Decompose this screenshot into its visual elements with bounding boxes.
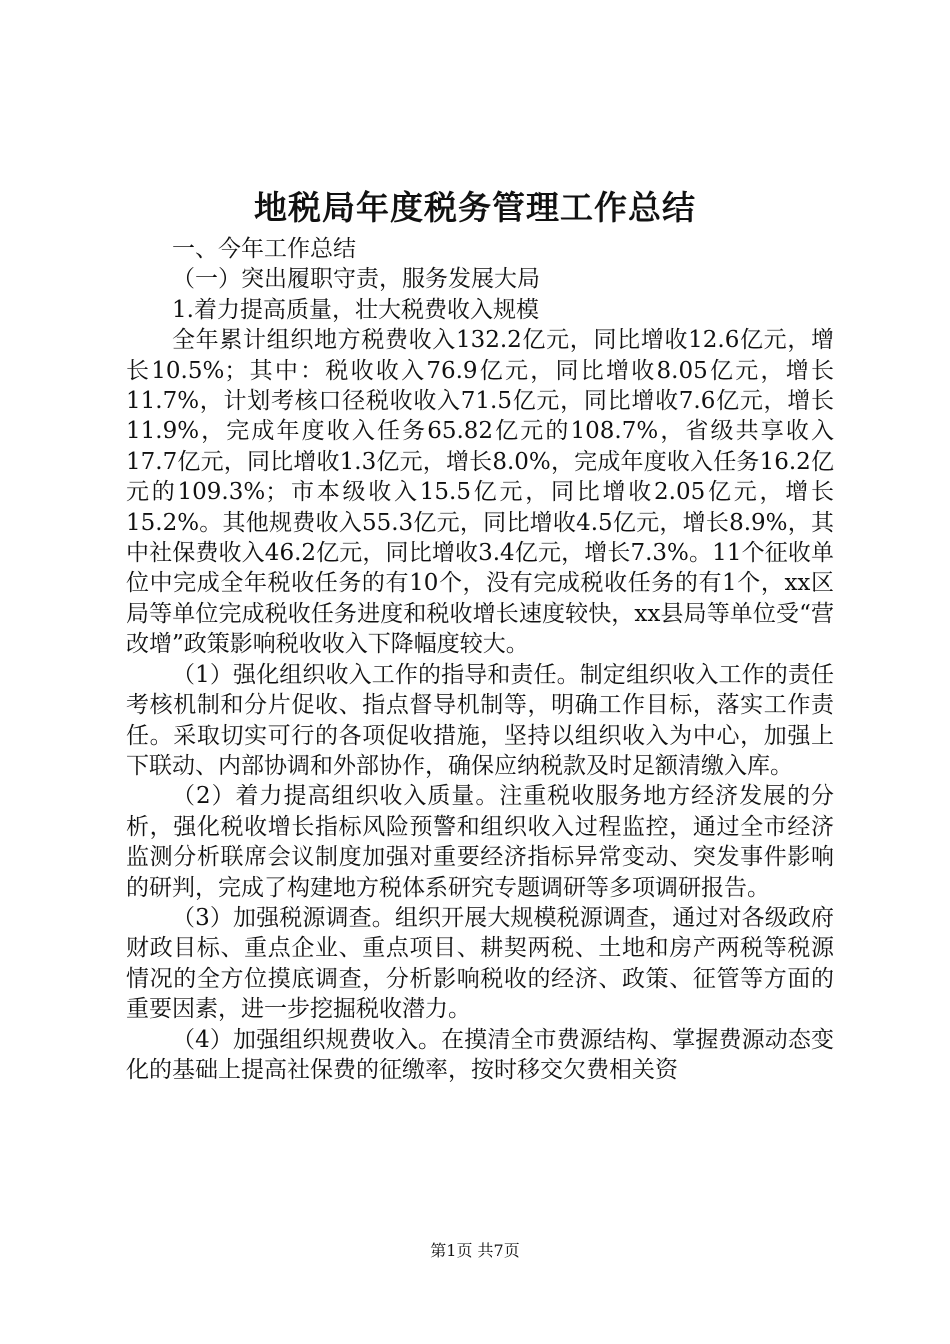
page-number-footer: 第1页 共7页 (430, 1241, 520, 1260)
section-heading: 一、今年工作总结 (172, 236, 356, 262)
body-paragraph: 全年累计组织地方税费收入132.2亿元，同比增收12.6亿元，增长10.5%；其中：税收收入76.9亿元，同比增收8.05亿元，增长11.7%，计划考核口径税收收入71.5亿元，同比增收7.6亿元，增长11.9%，完成年度收入任务65.82亿元的108.7%，省级共享收入17.7亿元，同比增收1.3亿元，增长8.0%，完成年度收入任务16.2亿元的109.3%；市本级收入15.5亿元，同比增收2.05亿元，增长15.2%。其他规费收入55.3亿元，同比增收4.5亿元，增长8.9%，其中社保费收入46.2亿元，同比增收3.4亿元，增长7.3%。11个征收单位中完成全年税收任务的有10个，没有完成税收任务的有1个，xx区局等单位完成税收任务进度和税收增长速度较快，xx县局等单位受“营改增”政策影响税收收入下降幅度较大。 (126, 327, 834, 658)
item-heading: 1.着力提高质量，壮大税费收入规模 (172, 296, 539, 323)
body-paragraph: （4）加强组织规费收入。在摸清全市费源结构、掌握费源动态变化的基础上提高社保费的征缴率，按时移交欠费相关资 (126, 1026, 834, 1083)
document-title: 地税局年度税务管理工作总结 (254, 188, 696, 227)
body-paragraph: （2）着力提高组织收入质量。注重税收服务地方经济发展的分析，强化税收增长指标风险预警和组织收入过程监控，通过全市经济监测分析联席会议制度加强对重要经济指标异常变动、突发事件影响的研判，完成了构建地方税体系研究专题调研等多项调研报告。 (126, 783, 834, 901)
body-paragraph: （3）加强税源调查。组织开展大规模税源调查，通过对各级政府财政目标、重点企业、重点项目、耕契两税、土地和房产两税等税源情况的全方位摸底调查，分析影响税收的经济、政策、征管等方面的重要因素，进一步挖掘税收潜力。 (126, 904, 834, 1023)
body-paragraph: （1）强化组织收入工作的指导和责任。制定组织收入工作的责任考核机制和分片促收、指点督导机制等，明确工作目标，落实工作责任。采取切实可行的各项促收措施，坚持以组织收入为中心，加强上下联动、内部协调和外部协作，确保应纳税款及时足额清缴入库。 (126, 661, 834, 779)
subsection-heading: （一）突出履职守责，服务发展大局 (172, 266, 540, 293)
document-body (126, 234, 834, 1085)
